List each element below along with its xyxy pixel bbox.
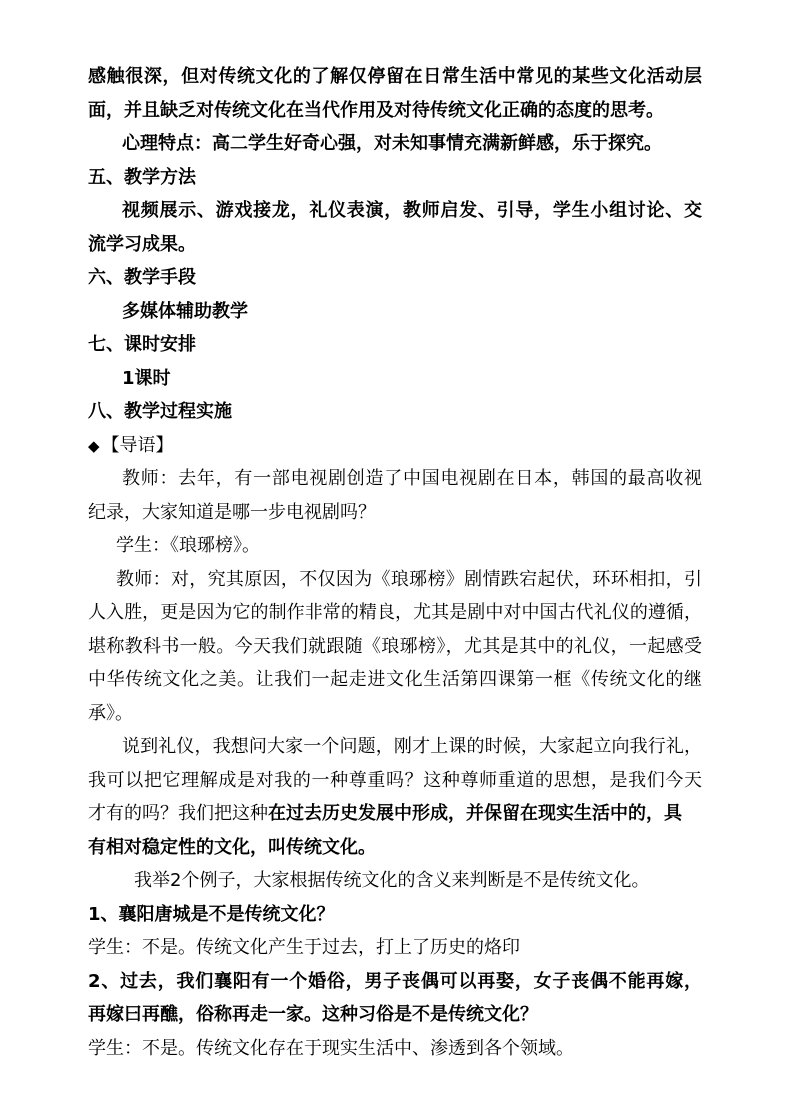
emphasis-text: 在过去历史发展中形成，并保留在现实生活中的，具 (268, 803, 682, 824)
section-heading: 八、教学过程实施 (88, 401, 232, 422)
paragraph-line: 人入胜，更是因为它的制作非常的精良，尤其是剧中对中国古代礼仪的遵循， (88, 602, 702, 623)
paragraph-line: 面，并且缺乏对传统文化在当代作用及对待传统文化正确的态度的思考。 (88, 100, 664, 121)
line-segment: 才有的吗？我们把这种 (88, 803, 268, 824)
paragraph-line: 有相对稳定性的文化，叫传统文化。 (88, 837, 376, 858)
paragraph-line: 说到礼仪，我想问大家一个问题，刚才上课的时候，大家起立向我行礼， (122, 736, 702, 757)
paragraph-line: 1课时 (122, 368, 171, 389)
diamond-bullet-icon: ◆ (88, 437, 100, 455)
paragraph-line: 堪称教科书一般。今天我们就跟随《琅琊榜》，尤其是其中的礼仪，一起感受 (88, 636, 702, 657)
paragraph-line (88, 797, 702, 830)
paragraph-line: 学生：《琅琊榜》。 (116, 535, 260, 556)
paragraph-line: 教师：去年，有一部电视剧创造了中国电视剧在日本，韩国的最高收视 (122, 468, 702, 489)
paragraph-line: 我可以把它理解成是对我的一种尊重吗？这种尊师重道的思想，是我们今天 (88, 770, 702, 791)
subsection-label: 【导语】 (101, 435, 174, 456)
question-line: 再嫁曰再醮，俗称再走一家。这种习俗是不是传统文化？ (88, 1004, 538, 1025)
paragraph-line: 教师：对，究其原因，不仅因为《琅琊榜》剧情跌宕起伏，环环相扣，引 (116, 569, 702, 590)
section-heading: 六、教学手段 (88, 267, 196, 288)
paragraph-line: 多媒体辅助教学 (122, 301, 248, 322)
paragraph-line: 学生：不是。传统文化存在于现实生活中、渗透到各个领域。 (88, 1038, 574, 1059)
question-line: 1、襄阳唐城是不是传统文化？ (88, 904, 335, 925)
paragraph-line: 我举2个例子，大家根据传统文化的含义来判断是不是传统文化。 (134, 870, 650, 891)
paragraph-line: 流学习成果。 (88, 234, 196, 255)
paragraph-line: 感触很深，但对传统文化的了解仅停留在日常生活中常见的某些文化活动层 (88, 66, 702, 87)
paragraph-line: 承》。 (88, 703, 133, 724)
paragraph-line: 学生：不是。传统文化产生于过去，打上了历史的烙印 (88, 937, 520, 958)
question-line: 2、过去，我们襄阳有一个婚俗，男子丧偶可以再娶，女子丧偶不能再嫁， (88, 971, 702, 992)
section-heading: 五、教学方法 (88, 167, 196, 188)
paragraph-line: 纪录，大家知道是哪一步电视剧吗？ (88, 502, 376, 523)
paragraph-line: 中华传统文化之美。让我们一起走进文化生活第四课第一框《传统文化的继 (88, 669, 702, 690)
paragraph-line: 心理特点：高二学生好奇心强，对未知事情充满新鲜感，乐于探究。 (122, 133, 662, 154)
subsection-heading (88, 429, 702, 462)
paragraph-line: 视频展示、游戏接龙，礼仪表演，教师启发、引导，学生小组讨论、交 (122, 200, 702, 221)
section-heading: 七、课时安排 (88, 334, 196, 355)
